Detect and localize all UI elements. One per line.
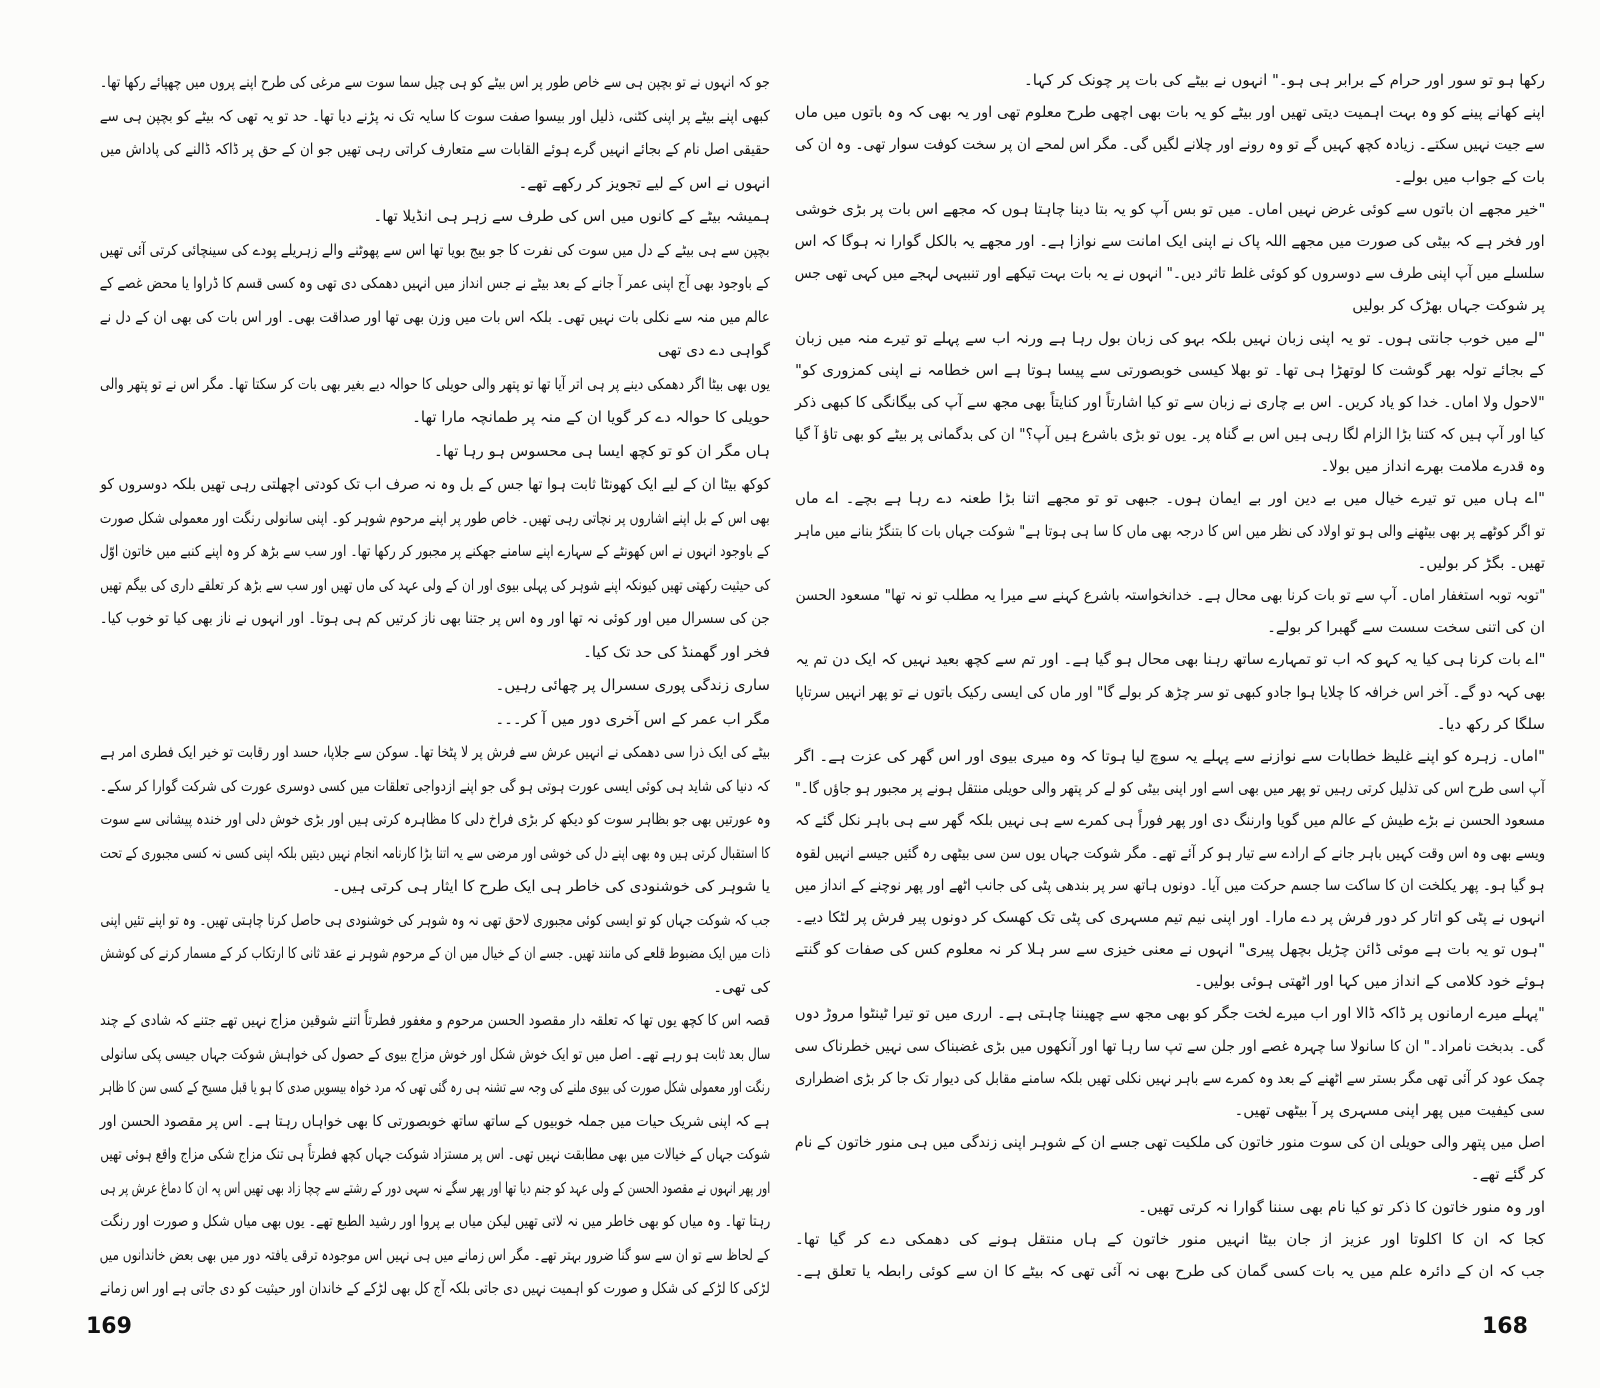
line-text: پر شوکت جہاں بھڑک کر بولیں (1352, 296, 1545, 315)
text-line (100, 435, 770, 469)
line-text: ان کی اتنی سخت سست سے گھبرا کر بولے۔ (1267, 618, 1545, 637)
line-text: چمک عود کر آئی تھی مگر بستر سے اٹھنے کے بعد وہ کمرے سے باہر نہیں نکلی تھیں بلکہ سامنے مقابل کی دیوار تک جا کر بڑی اضطراری (795, 1068, 1545, 1087)
text-line (795, 676, 1545, 708)
text-line (100, 937, 770, 971)
line-text: رہتا تھا۔ وہ میاں کو بھی خاطر میں نہ لاتی تھیں لیکن میاں بے پروا اور رشید الطبع تھے۔ یوں بھی میاں شکل و صورت اور رنگت (100, 1212, 770, 1230)
text-line (100, 636, 770, 670)
line-text: حویلی کا حوالہ دے کر گویا ان کے منہ پر طمانچہ مارا تھا۔ (412, 408, 770, 426)
line-text: تو اگر کوٹھے پر بھی بیٹھنے والی ہو تو اولاد کی نظر میں اس کا درجہ بھی ماں کا سا ہی ہوتا ہے" شوکت جہاں بات کا بتنگڑ بنانے میں ماہر (795, 521, 1545, 540)
text-line (795, 322, 1545, 354)
text-line (795, 1223, 1545, 1255)
line-text: جو کہ انہوں نے تو بچپن ہی سے خاص طور پر اس بیٹے کو ہی چیل سما سوت سے مرغی کی طرح اپنے پروں میں چھپائے رکھا تھا۔ (100, 73, 770, 91)
text-line (100, 167, 770, 201)
left-page-text (100, 66, 770, 1306)
text-line (795, 837, 1545, 869)
text-line (795, 354, 1545, 386)
page-number-right: 168 (1482, 1314, 1528, 1339)
line-text: "خیر مجھے ان باتوں سے کوئی غرض نہیں اماں۔ میں تو بس آپ کو یہ بتا دینا چاہتا ہوں کہ مجھے اس بات پر بڑی خوشی (795, 199, 1545, 218)
line-text: گی۔ بدبخت نامراد۔" ان کا سانولا سا چہرہ غصے اور جلن سے تپ سا رہا تھا اور آنکھوں میں بڑی غضبناک سی نہیں خطرناک سی (795, 1036, 1545, 1055)
line-text: ہوئے خود کلامی کے انداز میں کہا اور اٹھتی ہوئی بولیں۔ (1194, 972, 1545, 991)
text-line (795, 772, 1545, 804)
line-text: کوکھ بیٹا ان کے لیے ایک کھونٹا ثابت ہوا تھا جس کے بل وہ نہ صرف اب تک کودتی اچھلتی رہی تھیں بلکہ دوسروں کو (100, 475, 770, 493)
line-text: "توبہ توبہ استغفار اماں۔ آپ سے تو بات کرنا بھی محال ہے۔ خدانخواستہ باشرع کہنے سے میرا یہ مطلب تو نہ تھا" مسعود الحسن (795, 586, 1545, 604)
text-line (100, 1172, 770, 1206)
text-line (795, 515, 1545, 547)
line-text: یا شوہر کی خوشنودی کی خاطر ہی ایک طرح کا ایثار ہی کرتی ہیں۔ (331, 877, 770, 895)
text-line (795, 225, 1545, 257)
text-line (100, 703, 770, 737)
line-text: سلسلے میں آپ اپنی طرف سے دوسروں کو کوئی غلط تاثر دیں۔" انہوں نے یہ بات بہت تیکھے اور تنبیہی لہجے میں کہی تھی جس (795, 264, 1545, 283)
text-line (795, 708, 1545, 740)
text-line (100, 200, 770, 234)
text-line (795, 1191, 1545, 1223)
line-text: اور فخر ہے کہ بیٹی کی صورت میں مجھے اللہ پاک نے اپنی ایک امانت سے نوازا ہے۔ اور مجھے یہ بالکل گوارا نہ ہوگا کہ اس (795, 231, 1545, 250)
line-text: "ہوں تو یہ بات ہے موئی ڈائن چڑیل بچھل پیری" انہوں نے معنی خیزی سے سر ہلا کر نہ معلوم کس کی صفات کو گنتے (795, 940, 1545, 959)
line-text: "اماں۔ زہرہ کو اپنے غلیظ خطابات سے نوازنے سے پہلے یہ سوچ لیا ہوتا کہ وہ میری بیوی اور اس گھر کی عزت ہے۔ اگر (795, 746, 1545, 765)
line-text: بھی کہہ دو گے۔ آخر اس خرافہ کا چلایا ہوا جادو کبھی تو سر چڑھ کر بولے گا" اور ماں کی ایسی رکیک باتوں نے تو پھر انہیں سرتاپا (795, 682, 1545, 701)
line-text: انہوں نے اس کے لیے تجویز کر رکھے تھے۔ (518, 173, 770, 192)
text-line (100, 334, 770, 368)
text-line (100, 1205, 770, 1239)
line-text: شوکت جہاں کے خیالات میں بھی مطابقت نہیں تھی۔ اس پر مستزاد شوکت جہاں کچھ فطرتاً ہی تنک مزاج شکی مزاج واقع ہوئی تھیں (100, 1145, 770, 1163)
line-text: کے بجائے تولہ بھر گوشت کا لوتھڑا ہی تھا۔ تو بھلا کیسی خوبصورتی سے پیسا ہوتا ہے اس خطامہ نے اپنی کمزوری کو" (795, 360, 1545, 379)
text-line (795, 740, 1545, 772)
line-text: ہو گیا ہو۔ پھر یکلخت ان کا ساکت سا جسم حرکت میں آیا۔ دونوں ہاتھ سر پر بندھی پٹی کی جانب اٹھے اور پھر نوچنے کے انداز میں (795, 875, 1545, 894)
line-text: رکھا ہو تو سور اور حرام کے برابر ہی ہو۔" انہوں نے بیٹے کی بات پر چونک کر کہا۔ (1023, 71, 1545, 89)
text-line (795, 418, 1545, 450)
line-text: یوں بھی بیٹا اگر دھمکی دینے پر ہی اتر آیا تھا تو پتھر والی حویلی کا حوالہ دیے بغیر بھی بات کر سکتا تھا۔ مگر اس نے تو پتھر والی (100, 374, 770, 393)
text-line (795, 1030, 1545, 1062)
line-text: کی حیثیت رکھتی تھیں کیونکہ اپنے شوہر کی پہلی بیوی اور ان کے ولی عہد کی ماں تھیں اور سب سے بڑھ کر تعلقے داری کی بیگم تھیں (100, 575, 770, 594)
line-text: کے باوجود انہوں نے اس کھونٹے کے سہارے اپنے سامنے جھکنے پر مجبور کر رکھا تھا۔ اور سب سے بڑھ کر وہ اپنے کنبے میں خاتون اوّل (100, 542, 770, 560)
text-line (100, 669, 770, 703)
text-line (795, 1158, 1545, 1190)
text-line (795, 128, 1545, 160)
text-line (100, 267, 770, 301)
line-text: بیٹے کی ایک ذرا سی دھمکی نے انہیں عرش سے فرش پر لا پٹخا تھا۔ سوکن سے جلاپا، حسد اور رقابت تو خیر ایک فطری امر ہے (100, 743, 770, 761)
text-line (795, 933, 1545, 965)
page-169 (0, 0, 782, 1388)
text-line (100, 837, 770, 871)
line-text: ہمیشہ بیٹے کے کانوں میں اس کی طرف سے زہر ہی انڈیلا تھا۔ (373, 207, 770, 225)
line-text: بھی اس کے بل اپنے اشاروں پر نچاتی رہی تھیں۔ خاص طور پر اپنے مرحوم شوہر کو۔ اپنی سانولی رنگت اور معمولی شکل صورت (100, 508, 770, 527)
text-line (100, 1239, 770, 1273)
line-text: سی کیفیت میں پھر اپنی مسہری پر آ بیٹھی تھیں۔ (1234, 1101, 1545, 1119)
line-text: کر گئے تھے۔ (1470, 1165, 1545, 1184)
line-text: جب کہ شوکت جہاں کو تو ایسی کوئی مجبوری لاحق تھی نہ وہ شوہر کی خوشنودی ہی حاصل کرنا چاہتی تھیں۔ وہ تو اپنے تئیں اپنی (100, 910, 770, 929)
line-text: "اے ہاں میں تو تیرے خیال میں بے دین اور بے ایمان ہوں۔ جبھی تو تو مجھے اتنا بڑا طعنہ دے رہا ہے بچے۔ اے ماں (795, 489, 1545, 508)
line-text: انہوں نے پٹی کو اتار کر دور فرش پر دے مارا۔ اور اپنی نیم تیم مسہری کی پٹی تک کھسک کر دونوں پیر فرش پر لٹکا دیے۔ (795, 907, 1545, 926)
line-text: "لے میں خوب جانتی ہوں۔ تو یہ اپنی زبان نہیں بلکہ بہو کی زبان بول رہا ہے ورنہ اب سے پہلے تو تیرے منہ میں زبان (795, 328, 1545, 347)
line-text: ساری زندگی پوری سسرال پر چھائی رہیں۔ (495, 676, 770, 694)
text-line (100, 803, 770, 837)
right-page-text (795, 64, 1545, 1287)
line-text: ہے کہ اپنی شریک حیات میں جملہ خوبیوں کے ساتھ ساتھ خوبصورتی کا بھی خواہاں رہتا ہے۔ اس پر مقصود الحسن اور (100, 1111, 770, 1130)
text-line (100, 234, 770, 268)
line-text: اپنے کھانے پینے کو وہ بہت اہمیت دیتی تھیں اور بیٹے کو یہ بات بھی اچھی طرح معلوم تھی اور یہ بھی کہ وہ باتوں میں ماں (795, 103, 1545, 122)
text-line (100, 301, 770, 335)
text-line (795, 64, 1545, 96)
line-text: لڑکی کا لڑکے کی شکل و صورت کو اہمیت نہیں دی جاتی بلکہ آج کل بھی لڑکے کے خاندان اور حیثیت کو دی جاتی ہے اور اس زمانے (100, 1279, 770, 1297)
line-text: تھیں۔ بگڑ کر بولیں۔ (1417, 553, 1545, 572)
text-line (795, 611, 1545, 643)
text-line (795, 643, 1545, 675)
line-text: گواہی دے دی تھی (657, 341, 770, 359)
line-text: سلگا کر رکھ دیا۔ (1436, 714, 1545, 733)
line-text: جن کی سسرال میں اور کوئی نہ تھا اور وہ اس پر جتنا بھی ناز کرتیں کم ہی ہوتا۔ اور انہوں نے ناز بھی کیا تو خوب کیا۔ (100, 609, 770, 627)
text-line (795, 386, 1545, 418)
line-text: عالم میں منہ سے نکلی بات نہیں تھی۔ بلکہ اس بات میں وزن بھی تھا اور صداقت بھی۔ اور اس بات کی بھی ان کے دل نے (100, 307, 770, 326)
text-line (795, 96, 1545, 128)
text-line (100, 602, 770, 636)
text-line (795, 997, 1545, 1029)
line-text: رنگت اور معمولی شکل صورت کی بیوی ملنے کی وجہ سے تشنہ ہی رہ گئی تھی کہ مرد خواہ بیسویں صدی کا ہو یا قبل مسیح کے کسی سن کا ظاہر (100, 1078, 770, 1096)
line-text: قصہ اس کا کچھ یوں تھا کہ تعلقہ دار مقصود الحسن مرحوم و مغفور فطرتاً اتنے شوقین مزاج نہیں تھے جتنے کہ شادی کے چند (100, 1011, 770, 1029)
text-line (100, 1105, 770, 1139)
text-line (100, 904, 770, 938)
text-line (795, 901, 1545, 933)
line-text: "پہلے میرے ارمانوں پر ڈاکہ ڈالا اور اب میرے لخت جگر کو بھی مجھ سے چھیننا چاہتی ہے۔ ارری میں تو تیرا ٹینٹوا مروڑ دوں (795, 1004, 1545, 1023)
text-line (100, 1038, 770, 1072)
text-line (100, 368, 770, 402)
text-line (100, 66, 770, 100)
line-text: جب کہ ان کے دائرہ علم میں یہ بات کسی گمان کی طرح بھی نہ آئی تھی کہ بیٹے کا ان سے کوئی رابطہ یا تعلق ہے۔ (795, 1261, 1545, 1280)
line-text: کے لحاظ سے تو ان سے سو گنا ضرور بہتر تھے۔ مگر اس زمانے میں ہی نہیں اس موجودہ ترقی یافتہ دور میں بھی بعض خاندانوں میں (100, 1245, 770, 1264)
text-line (795, 482, 1545, 514)
text-line (795, 965, 1545, 997)
text-line (100, 468, 770, 502)
line-text: فخر اور گھمنڈ کی حد تک کیا۔ (583, 642, 770, 661)
line-text: سال بعد ثابت ہو رہے تھے۔ اصل میں تو ایک خوش شکل اور خوش مزاج بیوی کے حصول کی خواہش شوکت جہاں جیسی پکی سانولی (100, 1044, 770, 1063)
text-line (100, 770, 770, 804)
page-168 (782, 0, 1600, 1388)
text-line (795, 804, 1545, 836)
text-line (100, 100, 770, 134)
line-text: اور پھر انہوں نے مقصود الحسن کے ولی عہد کو جنم دیا تھا اور پھر سگے نہ سہی دور کے رشتے سے چچا زاد بھی تھیں اس پہ ان کا دماغ عرش پر ہی (100, 1178, 770, 1197)
text-line (100, 1138, 770, 1172)
text-line (100, 1272, 770, 1306)
text-line (795, 869, 1545, 901)
page-number-left: 169 (86, 1314, 132, 1339)
text-line (795, 1062, 1545, 1094)
text-line (100, 535, 770, 569)
text-line (795, 450, 1545, 482)
line-text: کبھی اپنے بیٹے پر اپنی کٹنی، ذلیل اور بیسوا صفت سوت کا سایہ تک نہ پڑنے دیا تھا۔ حد تو یہ تھی کہ بیٹے کو بچپن ہی سے (100, 106, 770, 125)
text-line (100, 1071, 770, 1105)
line-text: حقیقی اصل نام کے بجائے انہیں گرے ہوئے القابات سے متعارف کراتی رہی تھیں جو ان کے حق پر ڈاکہ ڈالنے کی پاداش میں (100, 140, 770, 158)
text-line (100, 1004, 770, 1038)
text-line (795, 257, 1545, 289)
line-text: مسعود الحسن نے بڑے طیش کے عالم میں گویا وارننگ دی اور پھر فوراً ہی کمرے سے ہی نہیں بلکہ گھر سے ہی باہر نکل گئے کہ (795, 811, 1545, 830)
line-text: ہاں مگر ان کو تو کچھ ایسا ہی محسوس ہو رہا تھا۔ (433, 441, 770, 460)
text-line (100, 971, 770, 1005)
text-line (100, 401, 770, 435)
text-line (795, 1094, 1545, 1126)
line-text: کا استقبال کرتی ہیں وہ بھی اپنے دل کی خوشی اور مرضی سے یہ اتنا بڑا کارنامہ انجام نہیں دیتیں بلکہ اپنی کسی نہ کسی مجبوری کے تحت (100, 843, 770, 862)
line-text: وہ عورتیں بھی جو بظاہر سوت کو دیکھ کر بڑی فراخ دلی کا مظاہرہ کرتی ہیں اور بڑی خوش دلی اور خندہ پیشانی سے سوت (100, 810, 770, 828)
text-line (795, 547, 1545, 579)
text-line (795, 289, 1545, 321)
text-line (100, 569, 770, 603)
line-text: ویسے بھی وہ اس وقت کہیں باہر جانے کے ارادے سے تیار ہو کر آئے تھے۔ مگر شوکت جہاں یوں سن سی بیٹھی رہ گئیں جیسے انہیں لقوہ (795, 843, 1545, 862)
line-text: کی تھی۔ (713, 977, 770, 996)
line-text: "اے بات کرنا ہی کیا یہ کہو کہ اب تو تمہارے ساتھ رہنا بھی محال ہو گیا ہے۔ اور تم سے کچھ بعید نہیں کہ ایک دن تم یہ (795, 650, 1545, 669)
line-text: کیا اور آپ ہیں کہ کتنا بڑا الزام لگا رہی ہیں اس بے گناہ پر۔ یوں تو بڑی باشرع ہیں آپ؟" ان کی بدگمانی پر بیٹے کو بھی تاؤ آ گیا (795, 425, 1545, 444)
line-text: اور وہ منور خاتون کا ذکر تو کیا نام بھی سننا گوارا نہ کرتی تھیں۔ (1138, 1197, 1545, 1216)
line-text: بات کے جواب میں بولے۔ (1393, 167, 1545, 186)
text-line (795, 161, 1545, 193)
text-line (795, 579, 1545, 611)
line-text: سے جیت نہیں سکتے۔ زیادہ کچھ کہیں گے تو وہ رونے اور چلانے لگیں گی۔ مگر اس لمحے ان پر سخت کوفت سوار تھی۔ وہ ان کی (795, 135, 1545, 154)
text-line (100, 736, 770, 770)
line-text: کجا کہ ان کا اکلوتا اور عزیز از جان بیٹا انہیں منور خاتون کے ہاں منتقل ہونے کی دھمکی دے کر گیا تھا۔ (795, 1229, 1545, 1248)
text-line (100, 502, 770, 536)
text-line (100, 133, 770, 167)
line-text: وہ قدرے ملامت بھرے انداز میں بولا۔ (1320, 457, 1545, 476)
line-text: کے باوجود بھی آج اپنی عمر آ جانے کے بعد بیٹے نے جس انداز میں انہیں دھمکی دی تھی وہ کسی قسم کا ڈراوا یا محض غصے کے (100, 274, 770, 292)
line-text: بچپن سے ہی بیٹے کے دل میں سوت کی نفرت کا جو بیج بویا تھا اس سے پھوٹنے والے زہریلے پودے کی سینچائی کرتی آئی تھیں (100, 240, 770, 259)
text-line (100, 870, 770, 904)
line-text: مگر اب عمر کے اس آخری دور میں آ کر۔۔۔ (495, 709, 770, 728)
text-line (795, 1126, 1545, 1158)
text-line (795, 193, 1545, 225)
line-text: "لاحول ولا اماں۔ خدا کو یاد کریں۔ اس بے چاری نے زبان سے تو کیا اشارتاً اور کنایتاً بھی مجھ سے آپ کی بیگانگی کا کبھی ذکر (795, 392, 1545, 411)
line-text: اصل میں پتھر والی حویلی ان کی سوت منور خاتون کی ملکیت تھی جسے ان کے شوہر اپنی زندگی میں ہی منور خاتون کے نام (795, 1133, 1545, 1152)
line-text: آپ اسی طرح اس کی تذلیل کرتی رہیں تو پھر میں بھی اسے اور اپنی بیٹی کو لے کر پتھر والی حویلی منتقل ہونے پر مجبور ہو جاؤں گا۔" (795, 779, 1545, 798)
text-line (795, 1255, 1545, 1287)
line-text: کہ دنیا کی شاید ہی کوئی ایسی عورت ہوتی ہو گی جو اپنے ازدواجی تعلقات میں کسی دوسری عورت کی شرکت گوارا کر سکے۔ (100, 776, 770, 795)
line-text: ذات میں ایک مضبوط قلعے کی مانند تھیں۔ جسے ان کے خیال میں ان کے مرحوم شوہر نے عقد ثانی کا ارتکاب کر کے مسمار کرنے کی کوشش (100, 944, 770, 962)
